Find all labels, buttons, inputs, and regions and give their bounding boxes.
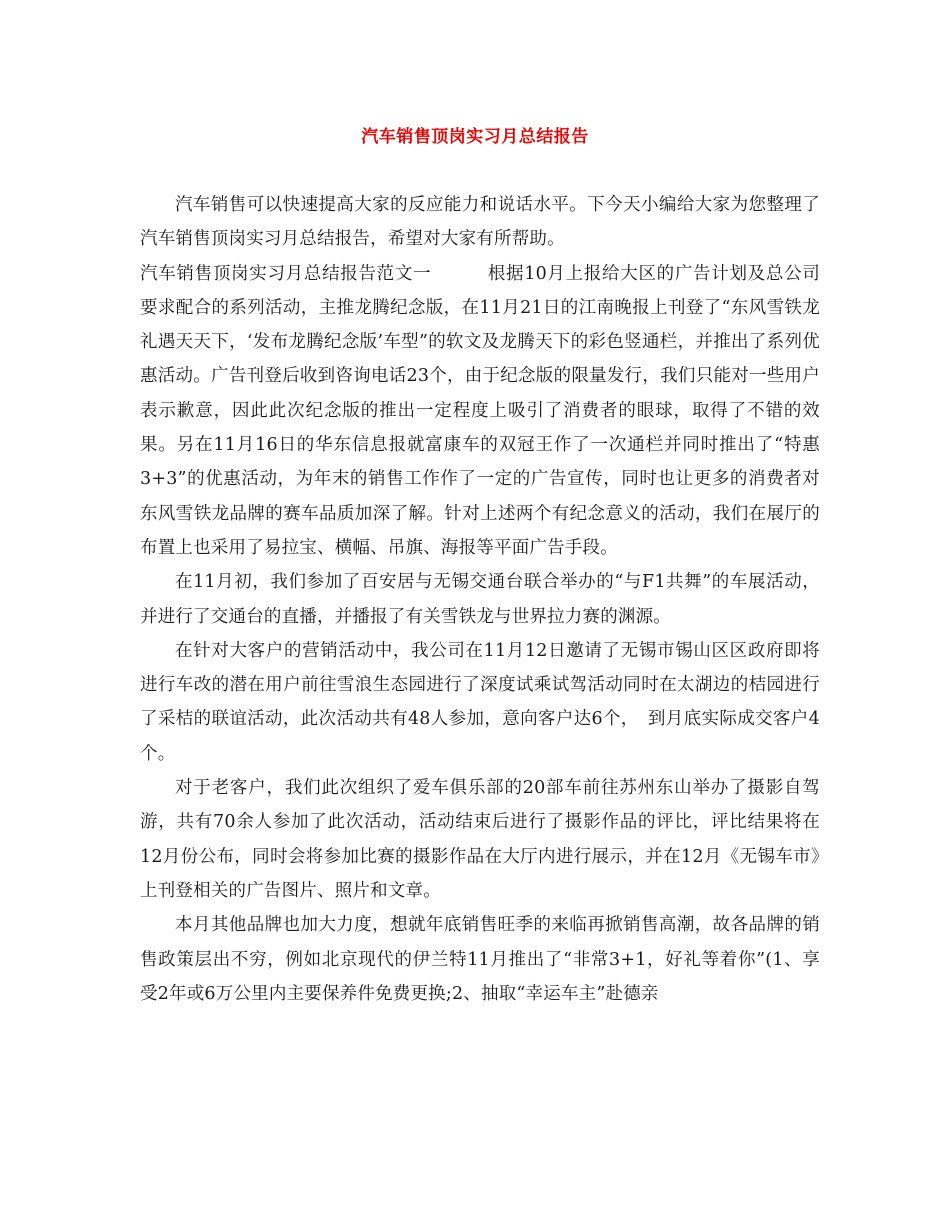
intro-paragraph: 汽车销售可以快速提高大家的反应能力和说话水平。下今天小编给大家为您整理了汽车销售顶岗实习月总结报告，希望对大家有所帮助。: [140, 195, 820, 250]
section-heading: 汽车销售顶岗实习月总结报告范文一: [140, 263, 432, 284]
paragraph-3: 在针对大客户的营销活动中，我公司在11月12日邀请了无锡市锡山区区政府即将进行车改的潜在用户前往雪浪生态园进行了深度试乘试驾活动同时在太湖边的桔园进行了采桔的联谊活动，此次活动共有48人参加，意向客户达6个， 到月底实际成交客户4个。: [140, 640, 820, 764]
paragraph-2: 在11月初，我们参加了百安居与无锡交通台联合举办的“与F1共舞”的车展活动，并进行了交通台的直播，并播报了有关雪铁龙与世界拉力赛的渊源。: [140, 572, 820, 627]
paragraph-4: 对于老客户，我们此次组织了爱车俱乐部的20部车前往苏州东山举办了摄影自驾游，共有70余人参加了此次活动，活动结束后进行了摄影作品的评比，评比结果将在12月份公布，同时会将参加比赛的摄影作品在大厅内进行展示，并在12月《无锡车市》上刊登相关的广告图片、照片和文章。: [140, 778, 820, 901]
document-body: [140, 188, 820, 1011]
document-title: 汽车销售顶岗实习月总结报告: [361, 127, 589, 147]
paragraph-1-text: 根据10月上报给大区的广告计划及总公司要求配合的系列活动，主推龙腾纪念版，在11月21日的江南晚报上刊登了“东风雪铁龙礼遇天天下，‘发布龙腾纪念版’车型”的软文及龙腾天下的彩色竖通栏，并推出了系列优惠活动。广告刊登后收到咨询电话23个，由于纪念版的限量发行，我们只能对一些用户表示歉意，因此此次纪念版的推出一定程度上吸引了消费者的眼球，取得了不错的效果。另在11月16日的华东信息报就富康车的双冠王作了一次通栏并同时推出了“特惠3+3”的优惠活动，为年末的销售工作作了一定的广告宣传，同时也让更多的消费者对东风雪铁龙品牌的赛车品质加深了解。针对上述两个有纪念意义的活动，我们在展厅的布置上也采用了易拉宝、横幅、吊旗、海报等平面广告手段。: [140, 263, 820, 558]
paragraph-5: 本月其他品牌也加大力度，想就年底销售旺季的来临再掀销售高潮，故各品牌的销售政策层出不穷，例如北京现代的伊兰特11月推出了“非常3+1，好礼等着你”(1、享受2年或6万公里内主要保养件免费更换;2、抽取“幸运车主”赴德亲: [140, 915, 820, 1004]
section-paragraph-1: [140, 257, 820, 566]
